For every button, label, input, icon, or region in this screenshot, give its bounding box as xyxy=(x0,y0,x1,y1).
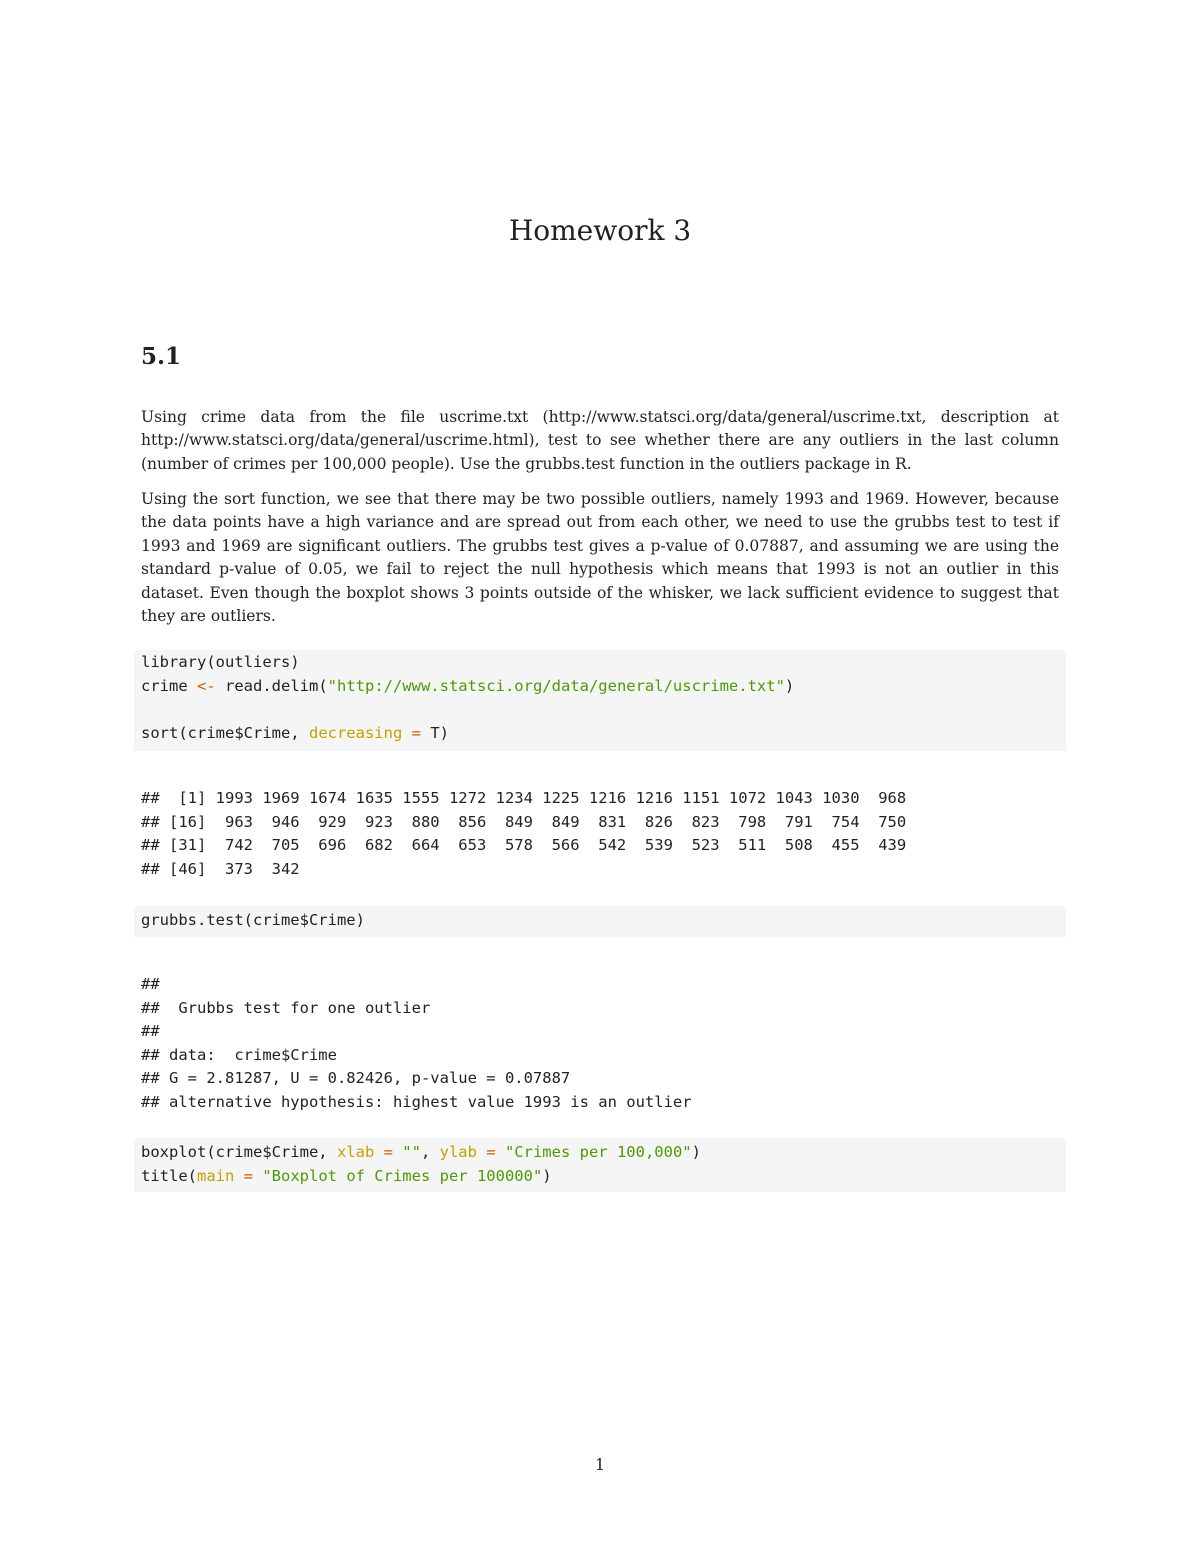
code-operator: <- xyxy=(197,676,216,695)
code-text: library(outliers) xyxy=(141,653,300,671)
output-line: ## xyxy=(141,1022,160,1040)
code-string: "" xyxy=(402,1143,421,1161)
code-operator: = xyxy=(476,1143,505,1161)
code-text: ) xyxy=(691,1143,701,1161)
code-text: read.delim( xyxy=(215,676,328,695)
code-argument: main xyxy=(197,1166,235,1185)
code-text: grubbs.test(crime$Crime) xyxy=(141,911,365,929)
section-heading: 5.1 xyxy=(141,343,182,370)
code-line xyxy=(141,675,1066,699)
output-line: ## [1] 1993 1969 1674 1635 1555 1272 1234 1225 1216 1216 1151 1072 1043 1030 968 xyxy=(141,789,907,807)
code-string: "Crimes per 100,000" xyxy=(504,1143,692,1161)
code-text: ) xyxy=(542,1166,552,1185)
code-block-grubbs xyxy=(134,906,1066,937)
code-operator: = xyxy=(234,1166,263,1185)
code-argument: xlab xyxy=(336,1143,375,1161)
code-argument: decreasing xyxy=(308,723,403,742)
output-line: ## alternative hypothesis: highest value 1993 is an outlier xyxy=(141,1092,692,1111)
code-text: T) xyxy=(430,723,449,742)
code-line xyxy=(141,909,1066,933)
code-line xyxy=(141,1141,1066,1165)
code-text: , xyxy=(420,1143,440,1161)
code-line xyxy=(141,651,1066,675)
code-string: "http://www.statsci.org/data/general/uscrime.txt" xyxy=(327,676,785,695)
code-text: sort(crime$Crime, xyxy=(141,723,309,742)
code-block-sort xyxy=(134,650,1066,751)
output-line: ## xyxy=(141,975,160,993)
code-block-boxplot xyxy=(134,1138,1066,1192)
code-line xyxy=(141,722,1066,746)
code-line-blank xyxy=(141,698,1066,722)
question-paragraph: Using crime data from the file uscrime.txt (http://www.statsci.org/data/general/uscrime.txt, description at http://www.statsci.org/data/general/uscrime.html), test to see whether there are any outliers in the last column (number of crimes per 100,000 people). Use the grubbs.test function in the outliers package in R. xyxy=(141,408,1059,473)
code-text: boxplot(crime$Crime, xyxy=(141,1143,337,1161)
code-operator: = xyxy=(374,1143,403,1161)
code-operator: = xyxy=(402,723,431,742)
page-number: 1 xyxy=(594,1455,606,1474)
code-line xyxy=(141,1165,1066,1189)
output-line: ## data: crime$Crime xyxy=(141,1045,337,1064)
output-line: ## G = 2.81287, U = 0.82426, p-value = 0.07887 xyxy=(141,1069,571,1087)
output-line: ## [46] 373 342 xyxy=(141,859,300,878)
output-sort xyxy=(141,787,906,881)
output-line: ## [31] 742 705 696 682 664 653 578 566 542 539 523 511 508 455 439 xyxy=(141,836,907,854)
code-text: ) xyxy=(784,676,795,695)
document-title: Homework 3 xyxy=(508,214,692,247)
code-text: title( xyxy=(141,1166,197,1185)
code-argument: ylab xyxy=(439,1143,477,1161)
code-string: "Boxplot of Crimes per 100000" xyxy=(262,1166,543,1185)
output-grubbs xyxy=(141,973,692,1114)
output-line: ## [16] 963 946 929 923 880 856 849 849 831 826 823 798 791 754 750 xyxy=(141,812,907,831)
output-line: ## Grubbs test for one outlier xyxy=(141,998,431,1017)
code-text: crime xyxy=(141,676,197,695)
answer-paragraph: Using the sort function, we see that there may be two possible outliers, namely 1993 and 1969. However, because the data points have a high variance and are spread out from each other, we need to use the grubbs test to test if 1993 and 1969 are significant outliers. The grubbs test gives a p-value of 0.07887, and assuming we are using the standard p-value of 0.05, we fail to reject the null hypothesis which means that 1993 is not an outlier in this dataset. Even though the boxplot shows 3 points outside of the whisker, we lack sufficient evidence to suggest that they are outliers. xyxy=(141,490,1059,626)
